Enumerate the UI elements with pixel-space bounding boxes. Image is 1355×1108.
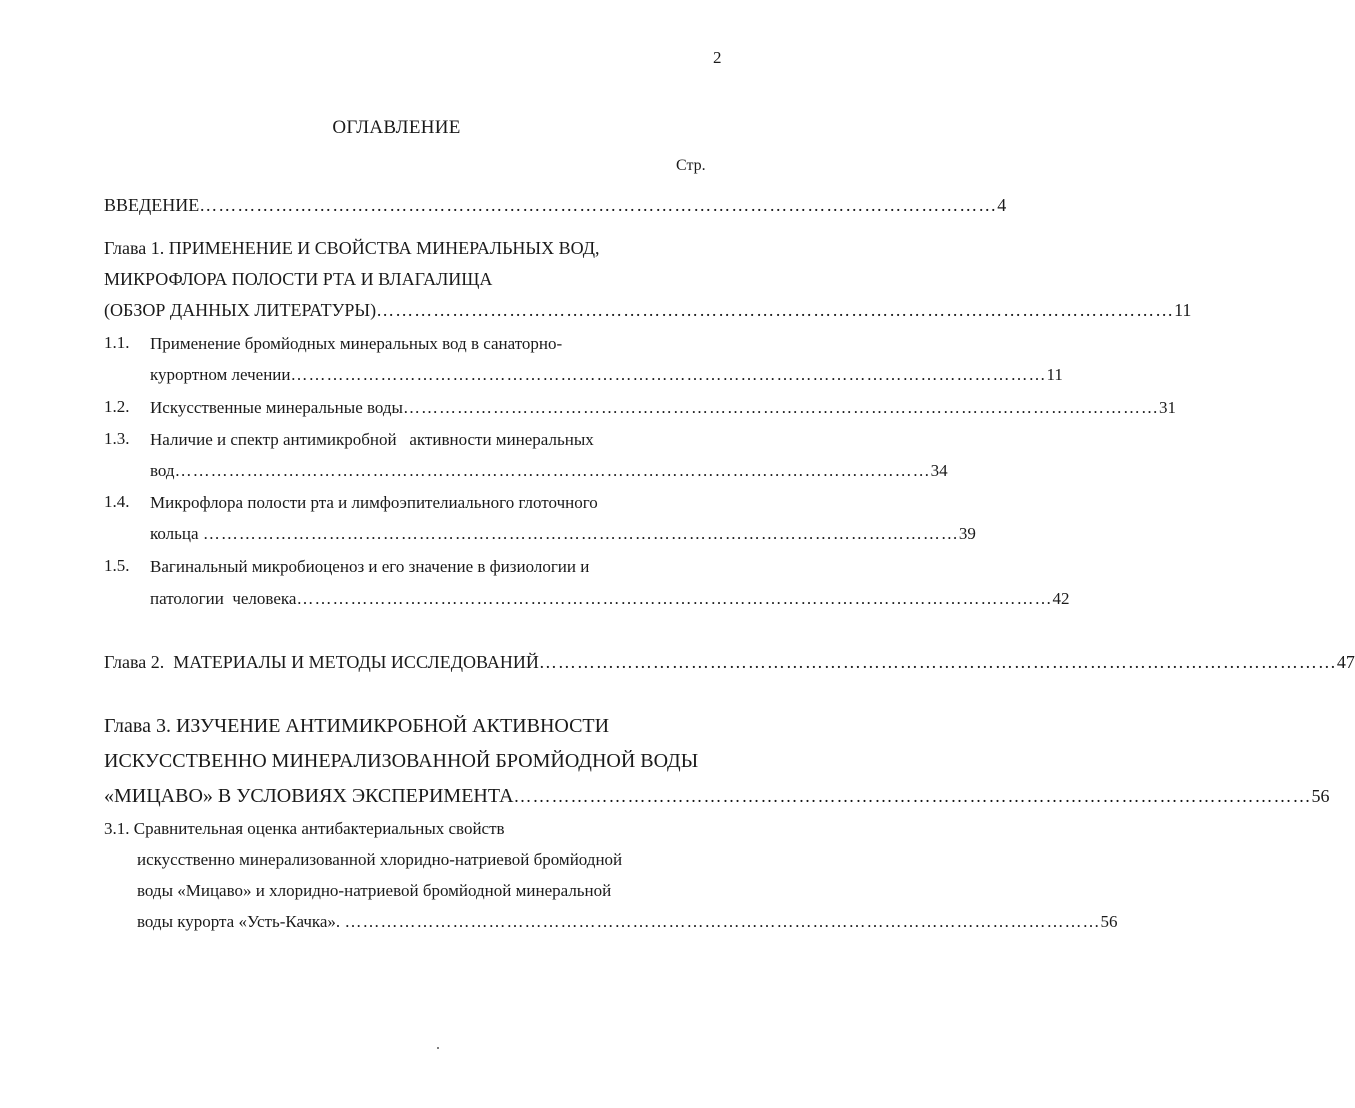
- toc-entry-text: вод: [150, 461, 175, 480]
- toc-entry-page: 34: [930, 461, 948, 480]
- page-number: 2: [713, 48, 722, 67]
- toc-entry-text: курортном лечении: [150, 365, 291, 384]
- toc-chapter-2[interactable]: [104, 651, 1355, 673]
- toc-entry-page: 47: [1336, 652, 1355, 672]
- toc-section-3-1-line2[interactable]: искусственно минерализованной хлоридно-натриевой бромйодной: [137, 850, 623, 869]
- toc-entry-page: 31: [1158, 398, 1176, 417]
- toc-entry-page: 42: [1052, 589, 1070, 608]
- toc-leader: ………………………………………………………………………………………………………………: [296, 589, 1053, 608]
- toc-chapter-1-line1[interactable]: Глава 1. ПРИМЕНЕНИЕ И СВОЙСТВА МИНЕРАЛЬНЫХ ВОД,: [104, 238, 600, 258]
- toc-leader: ………………………………………………………………………………………………………………: [402, 398, 1159, 417]
- toc-section-1-5-line2[interactable]: [150, 588, 1070, 610]
- toc-leader: ………………………………………………………………………………………………………………: [376, 300, 1175, 320]
- toc-section-number: 1.1.: [104, 333, 130, 352]
- toc-section-number: 1.2.: [104, 397, 130, 416]
- toc-entry-text: воды курорта «Усть-Качка».: [137, 912, 345, 931]
- toc-chapter-1-line2[interactable]: МИКРОФЛОРА ПОЛОСТИ РТА И ВЛАГАЛИЩА: [104, 269, 493, 289]
- toc-section-3-1-line3[interactable]: воды «Мицаво» и хлоридно-натриевой бромйодной минеральной: [137, 881, 612, 900]
- toc-chapter-3-line3[interactable]: [104, 785, 1330, 807]
- toc-section-1-1-line2[interactable]: [150, 364, 1063, 386]
- toc-entry-page: 11: [1174, 300, 1192, 320]
- toc-entry-text: «МИЦАВО» В УСЛОВИЯХ ЭКСПЕРИМЕНТА: [104, 785, 514, 807]
- toc-chapter-3-line1[interactable]: Глава 3. ИЗУЧЕНИЕ АНТИМИКРОБНОЙ АКТИВНОСТИ: [104, 715, 610, 737]
- toc-leader: ………………………………………………………………………………………………………………: [538, 652, 1337, 672]
- toc-section-1-5-line1[interactable]: Вагинальный микробиоценоз и его значение в физиологии и: [150, 557, 590, 576]
- toc-section-1-3-line1[interactable]: Наличие и спектр антимикробной активности минеральных: [150, 430, 594, 449]
- toc-entry-text: Искусственные минеральные воды: [150, 398, 403, 417]
- page-title: ОГЛАВЛЕНИЕ: [332, 117, 461, 138]
- toc-leader: ………………………………………………………………………………………………………………: [174, 461, 931, 480]
- toc-chapter-3-line2[interactable]: ИСКУССТВЕННО МИНЕРАЛИЗОВАННОЙ БРОМЙОДНОЙ ВОДЫ: [104, 750, 699, 772]
- toc-entry-text: кольца: [150, 524, 203, 543]
- toc-leader: ………………………………………………………………………………………………………………: [202, 524, 959, 543]
- toc-section-number: 1.4.: [104, 492, 130, 511]
- toc-entry-intro[interactable]: [104, 194, 1007, 216]
- toc-entry-text: патологии человека: [150, 589, 297, 608]
- toc-chapter-1-line3[interactable]: [104, 299, 1192, 321]
- toc-section-1-2[interactable]: [150, 397, 1176, 419]
- toc-entry-text: Глава 2. МАТЕРИАЛЫ И МЕТОДЫ ИССЛЕДОВАНИЙ: [104, 652, 539, 672]
- page-column-label: Стр.: [676, 157, 706, 174]
- toc-entry-page: 11: [1046, 365, 1063, 384]
- toc-section-1-4-line1[interactable]: Микрофлора полости рта и лимфоэпителиального глоточного: [150, 493, 598, 512]
- toc-section-1-3-line2[interactable]: [150, 460, 948, 482]
- toc-section-3-1-line1[interactable]: 3.1. Сравнительная оценка антибактериальных свойств: [104, 819, 505, 838]
- toc-section-3-1-line4[interactable]: [137, 911, 1118, 933]
- toc-section-number: 1.5.: [104, 556, 130, 575]
- toc-section-1-1-line1[interactable]: Применение бромйодных минеральных вод в санаторно-: [150, 334, 563, 353]
- scan-speck: [437, 1047, 439, 1049]
- toc-leader: ………………………………………………………………………………………………………………: [344, 912, 1101, 931]
- toc-leader: ………………………………………………………………………………………………………………: [199, 195, 998, 215]
- toc-leader: ………………………………………………………………………………………………………………: [290, 365, 1047, 384]
- toc-section-number: 1.3.: [104, 429, 130, 448]
- toc-entry-text: (ОБЗОР ДАННЫХ ЛИТЕРАТУРЫ): [104, 300, 377, 320]
- toc-entry-page: 56: [1311, 786, 1330, 806]
- toc-entry-page: 4: [997, 195, 1007, 215]
- toc-leader: ………………………………………………………………………………………………………………: [513, 786, 1312, 806]
- toc-entry-page: 56: [1100, 912, 1118, 931]
- toc-section-1-4-line2[interactable]: [150, 523, 976, 545]
- toc-entry-text: ВВЕДЕНИЕ: [104, 195, 200, 215]
- toc-entry-page: 39: [958, 524, 976, 543]
